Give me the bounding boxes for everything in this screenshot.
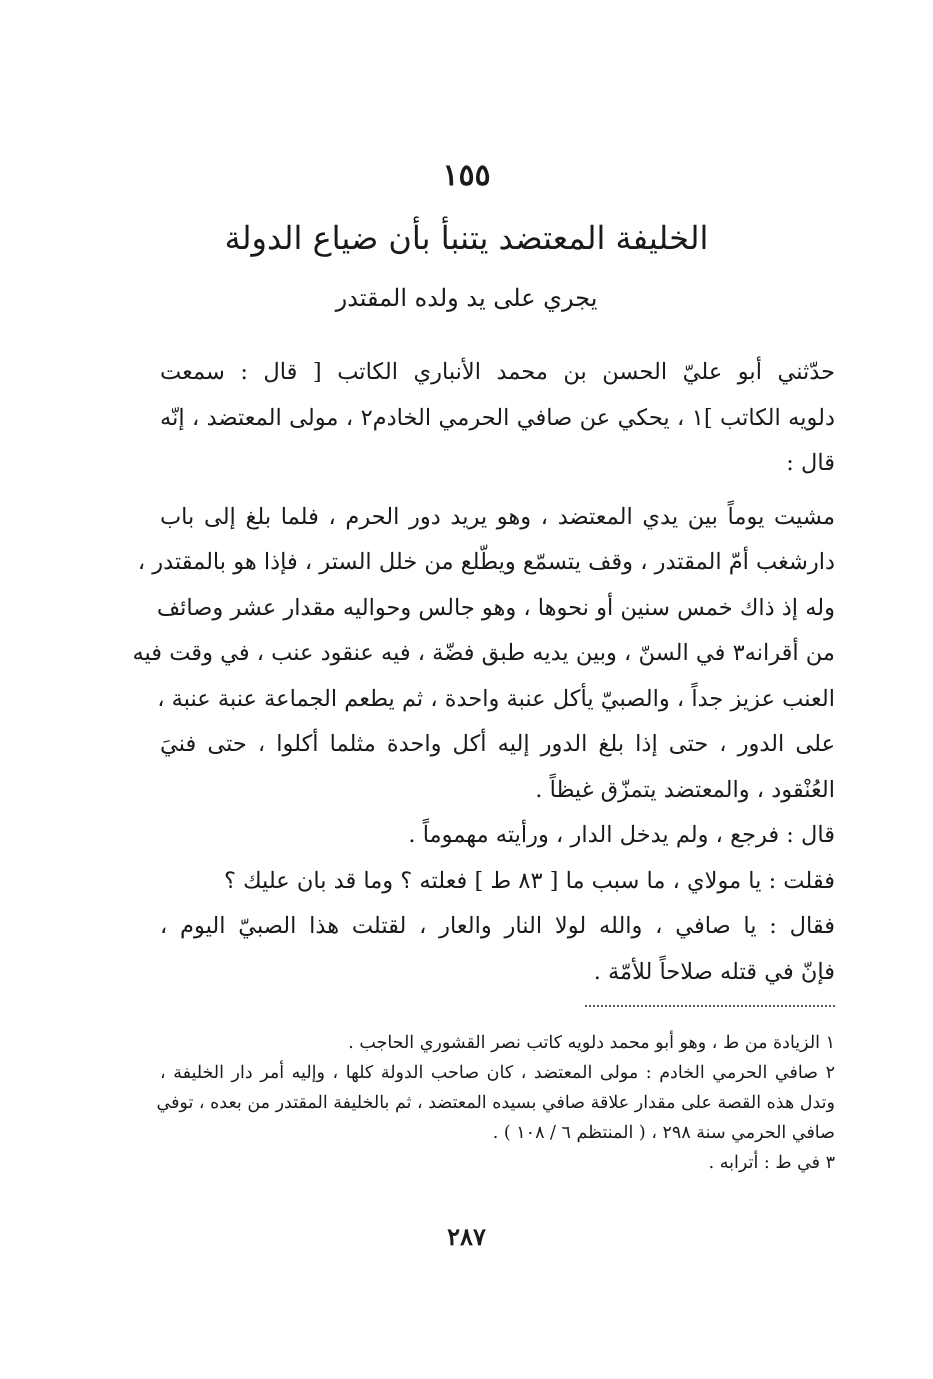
text-line: العُنْقود ، والمعتضد يتمزّق غيظاً . bbox=[535, 776, 835, 803]
paragraph bbox=[132, 495, 835, 814]
page-number: ٢٨٧ bbox=[447, 1222, 486, 1251]
paragraph bbox=[160, 813, 835, 859]
footnote-line: ٢ صافي الحرمي الخادم : مولى المعتضد ، كان صاحب الدولة كلها ، وإليه أمر دار الخليفة ، bbox=[160, 1063, 835, 1083]
paragraph bbox=[160, 350, 835, 487]
body-text bbox=[132, 350, 835, 995]
text-line: مشيت يوماً بين يدي المعتضد ، وهو يريد دور الحرم ، فلما بلغ إلى باب bbox=[160, 503, 835, 530]
text-line: وله إذ ذاك خمس سنين أو نحوها ، وهو جالس وحواليه مقدار عشر وصائف bbox=[156, 594, 835, 621]
footnote-line: صافي الحرمي سنة ٢٩٨ ، ( المنتظم ٦ / ١٠٨ ) . bbox=[492, 1123, 835, 1143]
page-title: الخليفة المعتضد يتنبأ بأن ضياع الدولة bbox=[224, 219, 709, 257]
text-line: فإنّ في قتله صلاحاً للأمّة . bbox=[593, 958, 835, 985]
footnote-line: ١ الزيادة من ط ، وهو أبو محمد دلويه كاتب نصر القشوري الحاجب . bbox=[348, 1033, 835, 1053]
paragraph bbox=[160, 859, 835, 905]
footnote bbox=[156, 1058, 835, 1148]
text-line: العنب عزيز جداً ، والصبيّ يأكل عنبة واحدة ، ثم يطعم الجماعة عنبة عنبة ، bbox=[157, 685, 835, 712]
text-line: قال : فرجع ، ولم يدخل الدار ، ورأيته مهموماً . bbox=[408, 822, 835, 848]
text-line: دارشغب أمّ المقتدر ، وقف يتسمّع ويطّلع من خلل الستر ، فإذا هو بالمقتدر ، bbox=[137, 549, 835, 575]
footnote-separator bbox=[585, 1005, 835, 1007]
text-line: فقال : يا صافي ، والله لولا النار والعار ، لقتلت هذا الصبيّ اليوم ، bbox=[160, 913, 835, 939]
footnotes bbox=[156, 1028, 835, 1178]
text-line: قال : bbox=[786, 450, 835, 476]
footnote-line: ٣ في ط : أترابه . bbox=[708, 1153, 835, 1173]
section-number: ١٥٥ bbox=[442, 158, 491, 193]
paragraph bbox=[160, 904, 835, 995]
footnote-line: وتدل هذه القصة على مقدار علاقة صافي بسيده المعتضد ، ثم بالخليفة المقتدر من بعده ، توفي bbox=[156, 1093, 835, 1113]
text-line: فقلت : يا مولاي ، ما سبب ما [ ٨٣ ط ] فعلته ؟ وما قد بان عليك ؟ bbox=[224, 867, 835, 894]
footnote bbox=[160, 1028, 835, 1058]
text-line: حدّثني أبو عليّ الحسن بن محمد الأنباري الكاتب [ قال : سمعت bbox=[160, 359, 835, 385]
page-subtitle: يجري على يد ولده المقتدر bbox=[335, 284, 598, 312]
text-line: دلويه الكاتب ]١ ، يحكي عن صافي الحرمي الخادم٢ ، مولى المعتضد ، إنّه bbox=[160, 404, 835, 431]
text-line: على الدور ، حتى إذا بلغ الدور إليه أكل واحدة مثلما أكلوا ، حتى فنيَ bbox=[160, 731, 835, 757]
text-line: من أقرانه٣ في السنّ ، وبين يديه طبق فضّة ، فيه عنقود عنب ، في وقت فيه bbox=[132, 640, 835, 666]
footnote bbox=[160, 1148, 835, 1178]
